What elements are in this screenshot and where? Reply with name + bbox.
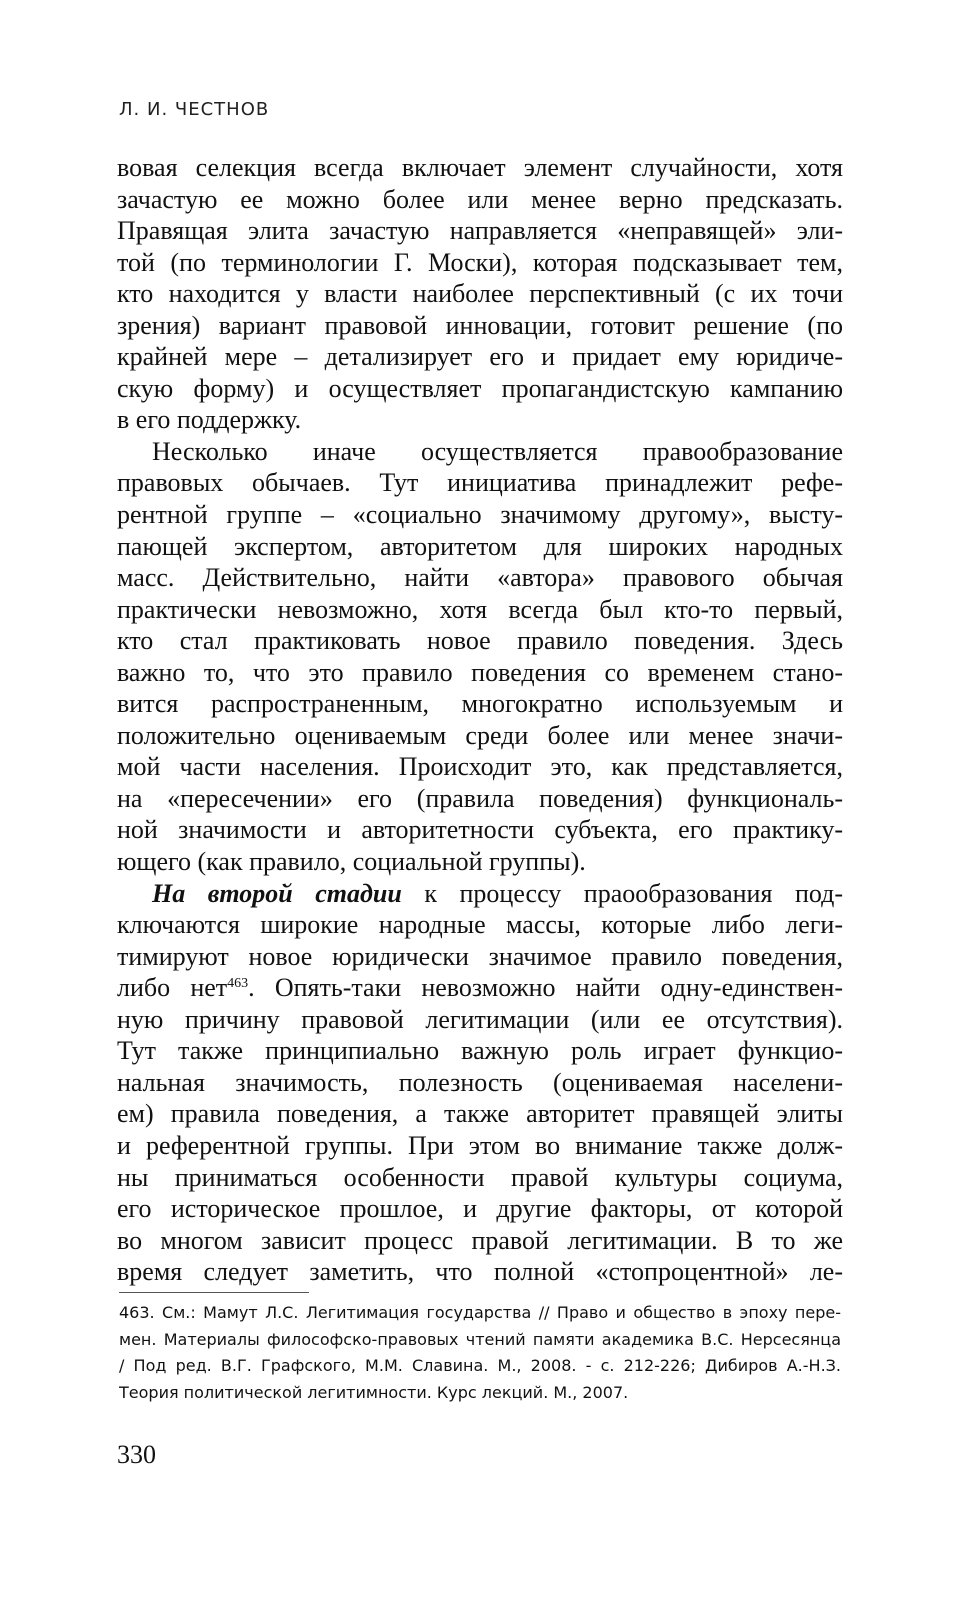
text-line: нальная значимость, полезность (оцениваемая населени- <box>117 1067 843 1097</box>
text-line: кто находится у власти наиболее перспективный (с их точи <box>117 279 843 309</box>
text-line: практически невозможно, хотя всегда был кто-то первый, <box>117 594 843 624</box>
text-line: зрения) вариант правовой инновации, готовит решение (по <box>117 310 843 340</box>
text-line: на «пересечении» его (правила поведения) функциональ- <box>117 783 843 813</box>
text-line: ключаются широкие народные массы, которые либо леги- <box>117 910 843 940</box>
text-line: зачастую ее можно более или менее верно предсказать. <box>117 184 843 214</box>
text-line <box>117 972 843 1004</box>
text-line: правовых обычаев. Тут инициатива принадлежит рефе- <box>117 468 843 498</box>
footnote-divider <box>119 1292 309 1293</box>
text-line: масс. Действительно, найти «автора» правового обычая <box>117 563 843 593</box>
text-line: его историческое прошлое, и другие факторы, от которой <box>117 1194 843 1224</box>
text-line: ную причину правовой легитимации (или ее отсутствия). <box>117 1004 843 1034</box>
text-line: крайней мере – детализирует его и придает ему юридиче- <box>117 342 843 372</box>
text-fragment: к процессу праообразования под- <box>401 878 843 908</box>
text-line: ной значимости и авторитетности субъекта, его практику- <box>117 815 843 845</box>
text-line: Правящая элита зачастую направляется «неправящей» эли- <box>117 216 843 246</box>
text-line: кто стал практиковать новое правило поведения. Здесь <box>117 626 843 656</box>
text-line: пающей экспертом, авторитетом для широких народных <box>117 531 843 561</box>
text-fragment: либо нет <box>117 973 228 1003</box>
text-line: вовая селекция всегда включает элемент случайности, хотя <box>117 153 843 182</box>
text-line: той (по терминологии Г. Моски), которая подсказывает тем, <box>117 247 843 277</box>
text-line: во многом зависит процесс правой легитимации. В то же <box>117 1225 843 1255</box>
footnote-reference: 463 <box>227 976 249 992</box>
text-line: Несколько иначе осуществляется правообразование <box>152 436 843 466</box>
text-line <box>117 878 843 910</box>
footnote-line: / Под ред. В.Г. Графского, М.М. Славина. М., 2008. - с. 212-226; Дибиров А.-Н.З. <box>119 1356 841 1375</box>
text-line: положительно оцениваемым среди более или менее значи- <box>117 720 843 750</box>
text-line: и референтной группы. При этом во внимание также долж- <box>117 1130 843 1160</box>
text-line: ны приниматься особенности правой культуры социума, <box>117 1162 843 1192</box>
text-line: мой части населения. Происходит это, как представляется, <box>117 752 843 782</box>
footnote-line: мен. Материалы философско-правовых чтений памяти академика В.С. Нерсесянца <box>119 1329 841 1349</box>
text-line: в его поддержку. <box>117 405 302 435</box>
text-line: время следует заметить, что полной «стопроцентной» ле- <box>117 1257 843 1287</box>
running-header: Л. И. ЧЕСТНОВ <box>119 99 270 120</box>
text-line: ем) правила поведения, а также авторитет правящей элиты <box>117 1099 843 1129</box>
text-line: рентной группе – «социально значимому другому», высту- <box>117 500 843 530</box>
page-number: 330 <box>117 1440 156 1469</box>
text-line: важно то, что это правило поведения со временем стано- <box>117 657 843 687</box>
emphasis-text: На второй стадии <box>152 878 402 908</box>
footnote-line: Теория политической легитимности. Курс лекций. М., 2007. <box>119 1382 629 1402</box>
text-line: ющего (как правило, социальной группы). <box>117 847 586 877</box>
footnote-line: 463. См.: Мамут Л.С. Легитимация государства // Право и общество в эпоху пере- <box>119 1303 841 1322</box>
text-line: тимируют новое юридически значимое правило поведения, <box>117 941 843 971</box>
text-line: скую форму) и осуществляет пропагандистскую кампанию <box>117 373 843 403</box>
footnote <box>119 1300 841 1406</box>
body-text <box>117 152 843 1288</box>
text-line: вится распространенным, многократно используемым и <box>117 689 843 719</box>
text-fragment: . Опять-таки невозможно найти одну-единствен- <box>248 973 843 1003</box>
text-line: Тут также принципиально важную роль играет функцио- <box>117 1036 843 1066</box>
